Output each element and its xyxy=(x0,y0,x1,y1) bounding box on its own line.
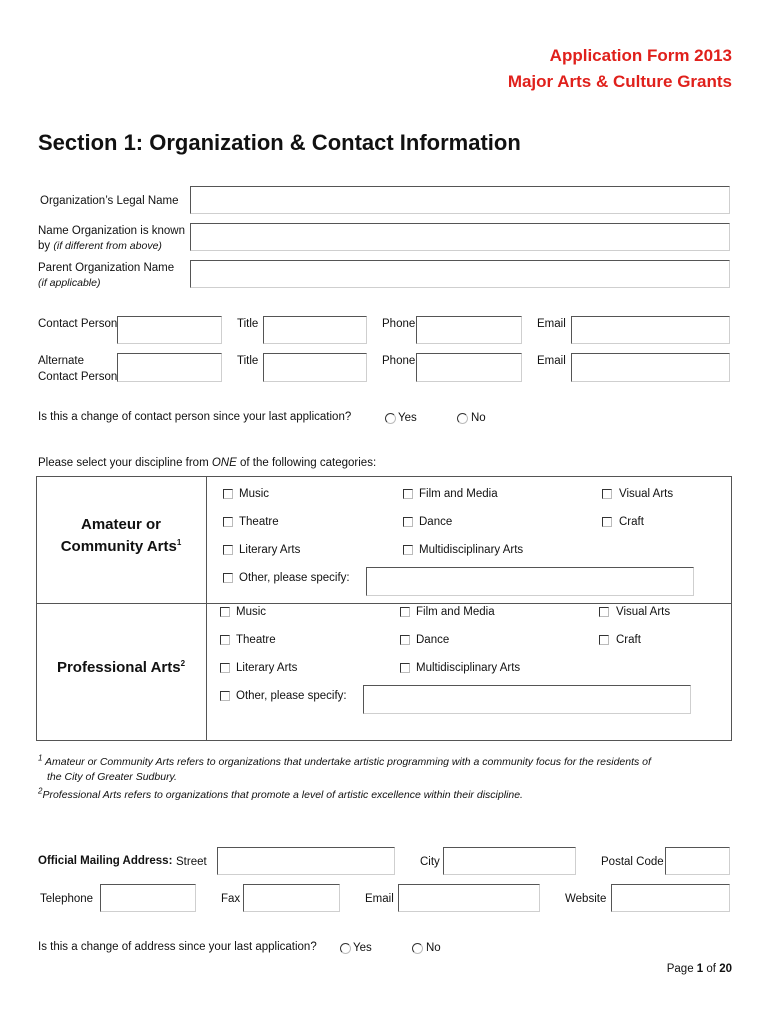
professional-theatre-label: Theatre xyxy=(236,634,276,646)
street-field[interactable] xyxy=(217,847,395,875)
contact-title-label: Title xyxy=(237,318,259,330)
amateur-dance-checkbox[interactable] xyxy=(403,517,413,527)
professional-other-label: Other, please specify: xyxy=(236,690,347,702)
page-number: Page 1 of 20 xyxy=(666,963,732,975)
contact-email-label: Email xyxy=(537,318,566,330)
change-contact-no-label: No xyxy=(471,412,486,424)
amateur-theatre-label: Theatre xyxy=(239,516,279,528)
contact-phone-label: Phone xyxy=(382,318,416,330)
form-title: Application Form 2013 xyxy=(549,46,732,65)
professional-dance-checkbox[interactable] xyxy=(400,635,410,645)
city-field[interactable] xyxy=(443,847,576,875)
telephone-label: Telephone xyxy=(40,893,94,905)
contact-title-field[interactable] xyxy=(263,316,367,344)
amateur-craft-checkbox[interactable] xyxy=(602,517,612,527)
postal-code-field[interactable] xyxy=(665,847,730,875)
change-contact-question: Is this a change of contact person since your last application? xyxy=(38,411,352,423)
alternate-email-field[interactable] xyxy=(571,353,730,382)
professional-other-field[interactable] xyxy=(363,685,691,714)
alternate-phone-field[interactable] xyxy=(416,353,522,382)
section-title: Section 1: Organization & Contact Information xyxy=(38,130,521,155)
alternate-contact-field[interactable] xyxy=(117,353,222,382)
contact-person-label: Contact Person xyxy=(38,318,118,330)
mailing-address-heading: Official Mailing Address: xyxy=(38,855,173,867)
alternate-title-label: Title xyxy=(237,355,259,367)
amateur-theatre-checkbox[interactable] xyxy=(223,517,233,527)
professional-music-checkbox[interactable] xyxy=(220,607,230,617)
change-address-yes-radio[interactable] xyxy=(340,943,351,954)
professional-film-checkbox[interactable] xyxy=(400,607,410,617)
professional-literary-label: Literary Arts xyxy=(236,662,298,674)
change-address-question: Is this a change of address since your last application? xyxy=(38,941,317,953)
city-label: City xyxy=(420,856,440,868)
alternate-title-field[interactable] xyxy=(263,353,367,382)
address-email-label: Email xyxy=(365,893,394,905)
amateur-dance-label: Dance xyxy=(419,516,453,528)
known-as-label: Name Organization is known xyxy=(38,225,186,237)
change-address-yes-label: Yes xyxy=(353,942,372,954)
contact-phone-field[interactable] xyxy=(416,316,522,344)
parent-org-sublabel: (if applicable) xyxy=(38,277,101,289)
professional-multidisciplinary-label: Multidisciplinary Arts xyxy=(416,662,521,674)
professional-other-checkbox[interactable] xyxy=(220,691,230,701)
fax-label: Fax xyxy=(221,893,241,905)
contact-email-field[interactable] xyxy=(571,316,730,344)
amateur-multidisciplinary-checkbox[interactable] xyxy=(403,545,413,555)
change-contact-no-radio[interactable] xyxy=(457,413,468,424)
contact-person-field[interactable] xyxy=(117,316,222,344)
legal-name-label: Organization’s Legal Name xyxy=(40,195,179,207)
form-subtitle: Major Arts & Culture Grants xyxy=(507,72,732,91)
known-as-field[interactable] xyxy=(190,223,730,251)
known-as-sublabel: by (if different from above) xyxy=(38,240,162,252)
amateur-music-checkbox[interactable] xyxy=(223,489,233,499)
postal-code-label: Postal Code xyxy=(601,856,664,868)
footnote-2: $^2$Professional Arts refers to organizations that promote a level of artistic excellence within their discipline. xyxy=(38,786,523,801)
change-contact-yes-label: Yes xyxy=(398,412,417,424)
address-email-field[interactable] xyxy=(398,884,540,912)
amateur-literary-label: Literary Arts xyxy=(239,544,301,556)
amateur-other-checkbox[interactable] xyxy=(223,573,233,583)
website-label: Website xyxy=(565,893,607,905)
amateur-visual-label: Visual Arts xyxy=(619,488,674,500)
professional-craft-checkbox[interactable] xyxy=(599,635,609,645)
discipline-table-row-divider xyxy=(36,603,732,604)
change-address-no-radio[interactable] xyxy=(412,943,423,954)
amateur-visual-checkbox[interactable] xyxy=(602,489,612,499)
change-contact-yes-radio[interactable] xyxy=(385,413,396,424)
discipline-table-column-divider xyxy=(206,476,207,741)
street-label: Street xyxy=(176,856,207,868)
amateur-film-checkbox[interactable] xyxy=(403,489,413,499)
professional-visual-checkbox[interactable] xyxy=(599,607,609,617)
change-address-no-label: No xyxy=(426,942,441,954)
footnote-1: $^1$ Amateur or Community Arts refers to organizations that undertake artistic programming with a community focus for the residents of the City of Greater Sudbury. xyxy=(38,753,651,783)
amateur-category-title: Amateur or Community Arts$^1$ xyxy=(60,516,182,555)
amateur-other-label: Other, please specify: xyxy=(239,572,350,584)
amateur-craft-label: Craft xyxy=(619,516,644,528)
professional-multidisciplinary-checkbox[interactable] xyxy=(400,663,410,673)
fax-field[interactable] xyxy=(243,884,340,912)
alternate-phone-label: Phone xyxy=(382,355,416,367)
legal-name-field[interactable] xyxy=(190,186,730,214)
parent-org-label: Parent Organization Name xyxy=(38,262,175,274)
professional-music-label: Music xyxy=(236,606,267,618)
professional-film-label: Film and Media xyxy=(416,606,495,618)
professional-craft-label: Craft xyxy=(616,634,641,646)
professional-dance-label: Dance xyxy=(416,634,450,646)
amateur-music-label: Music xyxy=(239,488,270,500)
professional-theatre-checkbox[interactable] xyxy=(220,635,230,645)
parent-org-field[interactable] xyxy=(190,260,730,288)
amateur-film-label: Film and Media xyxy=(419,488,498,500)
alternate-contact-label-2: Contact Person xyxy=(38,371,118,383)
amateur-multidisciplinary-label: Multidisciplinary Arts xyxy=(419,544,524,556)
amateur-literary-checkbox[interactable] xyxy=(223,545,233,555)
telephone-field[interactable] xyxy=(100,884,196,912)
website-field[interactable] xyxy=(611,884,730,912)
alternate-contact-label: Alternate xyxy=(38,355,85,367)
amateur-other-field[interactable] xyxy=(366,567,694,596)
professional-literary-checkbox[interactable] xyxy=(220,663,230,673)
alternate-email-label: Email xyxy=(537,355,566,367)
discipline-prompt: Please select your discipline from ONE of the following categories: xyxy=(38,457,377,469)
professional-category-title: Professional Arts$^2$ xyxy=(56,659,186,676)
professional-visual-label: Visual Arts xyxy=(616,606,671,618)
